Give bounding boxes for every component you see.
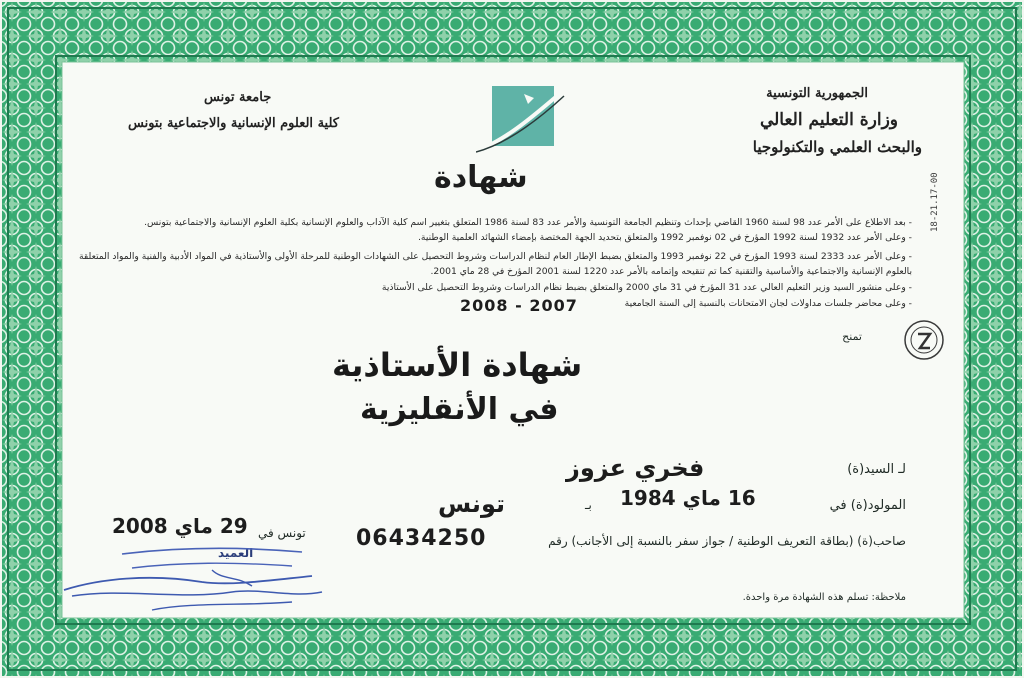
serial-number: 18-21.17-00 [930, 172, 940, 232]
holder-name: فخري عزوز [566, 454, 705, 482]
id-number: 06434250 [356, 526, 487, 551]
dean-signature-stamp [62, 540, 332, 626]
degree-field: في الأنقليزية [360, 392, 559, 427]
university-name: جامعة تونس [204, 90, 272, 105]
birth-place: تونس [438, 490, 505, 518]
note: ملاحظة: تسلم هذه الشهادة مرة واحدة. [742, 592, 906, 603]
dean-title: العميد [218, 546, 254, 560]
grants-label: تمنح [842, 330, 862, 343]
preamble-line-2: - وعلى الأمر عدد 1932 لسنة 1992 المؤرخ في 02 نوفمبر 1992 والمتعلق بتحديد الجهة المختصة بإمضاء الشهائد العلمية الوطنية. [417, 232, 912, 243]
id-label: صاحب(ة) (بطاقة التعريف الوطنية / جواز سفر بالنسبة إلى الأجانب) رقم [548, 534, 906, 548]
preamble-line-6: - وعلى محاضر جلسات مداولات لجان الامتحانات بالنسبة إلى السنة الجامعية [624, 298, 912, 309]
place-date-label: تونس في [258, 526, 306, 540]
faculty-name: كلية العلوم الإنسانية والاجتماعية بتونس [128, 116, 339, 131]
issue-date: 29 ماي 2008 [112, 514, 248, 538]
document-title: شهادة [434, 160, 528, 195]
ministry-logo [476, 84, 566, 156]
degree-name: شهادة الأستاذية [332, 346, 583, 384]
ministry-line1: وزارة التعليم العالي [759, 110, 898, 130]
name-label: لـ السيد(ة) [847, 462, 906, 477]
country-name: الجمهورية التونسية [766, 86, 868, 101]
birth-place-label: بـ [585, 498, 592, 512]
preamble-line-5: - وعلى منشور السيد وزير التعليم العالي عدد 31 المؤرخ في 31 ماي 2000 والمتعلق بضبط نظام الدراسات وشروط التحصيل على الأستاذية [381, 282, 912, 293]
ministry-line2: والبحث العلمي والتكنولوجيا [752, 138, 922, 156]
preamble-line-4: بالعلوم الإنسانية والاجتماعية والأساسية والتقنية كما تم تنقيحه وإتمامه بالأمر عدد 1220 لسنة 2001 المؤرخ في 28 ماي 2001. [430, 266, 912, 277]
birth-label: المولود(ة) في [829, 498, 906, 513]
preamble-line-1: - بعد الاطلاع على الأمر عدد 98 لسنة 1960 القاضي بإحداث وتنظيم الجامعة التونسية والأمر عدد 83 لسنة 1986 المتعلق بتغيير اسم كلية الآداب والعلوم الإنسانية بكلية العلوم الإنسانية والاجتماعية بتونس. [144, 217, 912, 228]
birth-date: 16 ماي 1984 [620, 486, 756, 510]
fiscal-stamp [902, 318, 946, 362]
preamble-line-3: - وعلى الأمر عدد 2333 لسنة 1993 المؤرخ في 22 نوفمبر 1993 والمتعلق بضبط الإطار العام لنظام الدراسات وشروط التحصيل على الشهادات الوطنية للمرحلة الأولى والأستاذية في المواد الأدبية والفنية والمواد المتعلقة [78, 251, 912, 262]
academic-year: 2008 - 2007 [460, 296, 578, 315]
